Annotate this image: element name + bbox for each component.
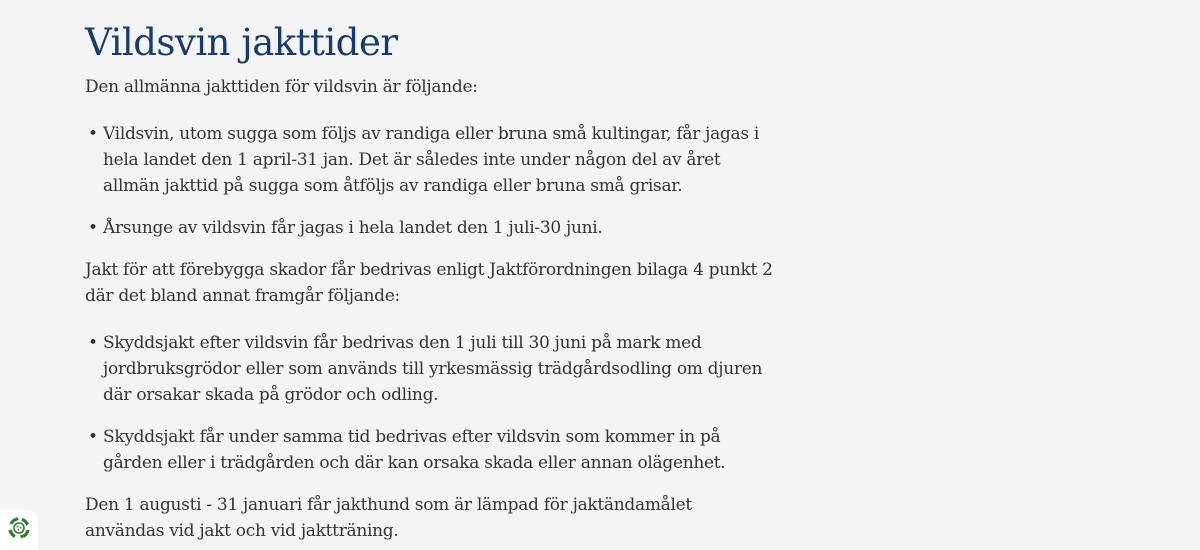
page-title: Vildsvin jakttider xyxy=(85,21,398,64)
list-item: • Årsunge av vildsvin får jagas i hela landet den 1 juli-30 juni. xyxy=(85,215,775,241)
protective-hunting-paragraph: Jakt för att förebygga skador får bedrivas enligt Jaktförordningen bilaga 4 punkt 2 där det bland annat framgår följande: xyxy=(85,260,773,306)
list-item: • Skyddsjakt efter vildsvin får bedrivas den 1 juli till 30 juni på mark med jordbruksgrödor eller som används till yrkesmässig trädgårdsodling om djuren där orsakar skada på grödor och odling. xyxy=(85,330,775,408)
cookie-consent-icon xyxy=(6,515,32,545)
protective-hunting-list xyxy=(85,330,775,476)
general-hunting-season-list xyxy=(85,121,775,241)
intro-paragraph: Den allmänna jakttiden för vildsvin är följande: xyxy=(85,77,478,97)
hunting-dog-paragraph: Den 1 augusti - 31 januari får jakthund som är lämpad för jaktändamålet användas vid jakt och vid jaktträning. xyxy=(85,495,692,541)
list-item: • Skyddsjakt får under samma tid bedrivas efter vildsvin som kommer in på gården eller i trädgården och där kan orsaka skada eller annan olägenhet. xyxy=(85,424,775,476)
cookie-settings-button[interactable] xyxy=(0,510,38,550)
article xyxy=(85,18,775,544)
list-item: • Vildsvin, utom sugga som följs av randiga eller bruna små kultingar, får jagas i hela landet den 1 april-31 jan. Det är således inte under någon del av året allmän jakttid på sugga som åtföljs av randiga eller bruna små grisar. xyxy=(85,121,775,199)
